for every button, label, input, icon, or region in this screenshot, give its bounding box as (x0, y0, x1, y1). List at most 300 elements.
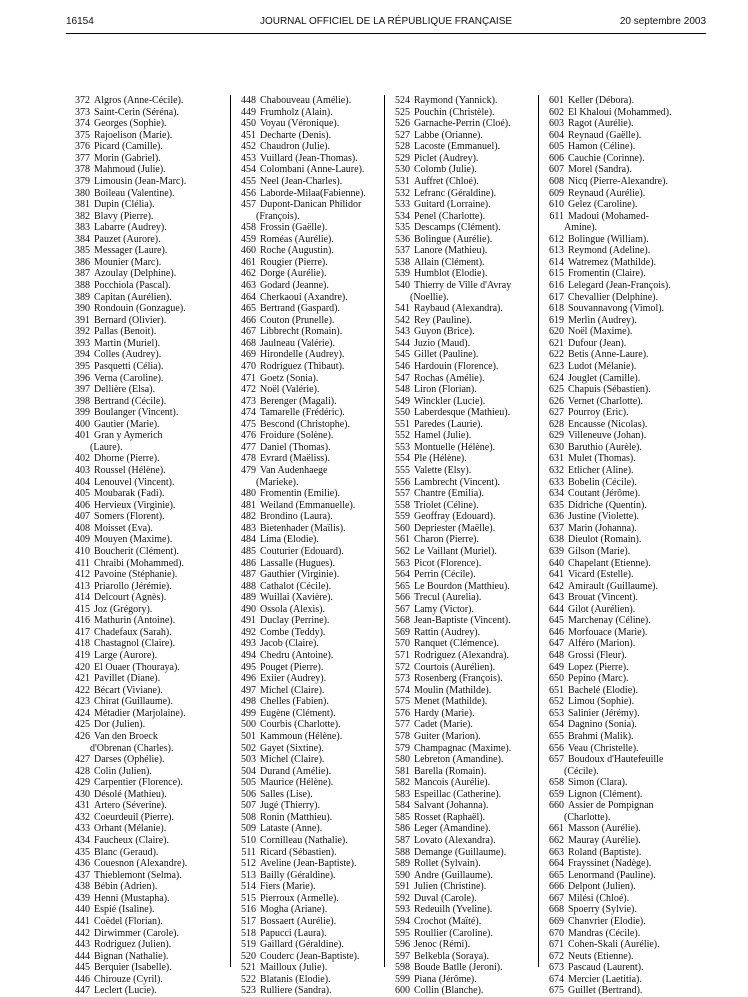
list-item-continuation (392, 292, 542, 304)
entry-number: 580 (395, 754, 410, 766)
list-item (72, 881, 222, 893)
entry-name: El Ouaer (Thouraya). (94, 661, 180, 673)
entry-number: 502 (241, 742, 256, 754)
entry-name: Noël (Maxime). (568, 326, 633, 338)
entry-number: 642 (549, 580, 564, 592)
list-item (392, 211, 542, 223)
entry-number: 372 (75, 95, 90, 106)
list-item (72, 835, 222, 847)
entry-name: (Charlotte). (564, 811, 611, 823)
entry-number: 608 (549, 175, 564, 187)
entry-name: Gauthier (Virginie). (260, 569, 340, 581)
list-item (392, 939, 542, 951)
list-item (546, 338, 696, 350)
list-item (72, 176, 222, 188)
entry-number: 648 (549, 650, 564, 661)
list-item (392, 685, 542, 697)
entry-number: 548 (395, 384, 410, 396)
entry-name: Libbrecht (Romain). (260, 326, 343, 338)
entry-number: 414 (75, 592, 90, 604)
entry-number: 386 (75, 256, 90, 268)
list-item (238, 199, 388, 211)
entry-name: Michel (Claire). (260, 754, 325, 766)
entry-name: Brondino (Laura). (260, 511, 333, 523)
entry-name: Jenoc (Rémi). (414, 939, 471, 951)
entry-number: 559 (395, 511, 410, 523)
entry-number: 418 (75, 638, 90, 650)
entry-name: Salles (Lise). (260, 788, 313, 800)
list-item (238, 662, 388, 674)
entry-name: Bertrand (Cécile). (94, 395, 167, 407)
entry-name: Salvant (Johanna). (414, 800, 489, 812)
list-item (392, 407, 542, 419)
entry-number: 545 (395, 349, 410, 361)
list-item (72, 893, 222, 905)
list-item (546, 153, 696, 165)
entry-number: 637 (549, 522, 564, 534)
entry-number: 587 (395, 835, 410, 846)
entry-name: Brouat (Vincent). (568, 592, 638, 604)
entry-name: Voyau (Véronique). (260, 118, 340, 130)
list-item (72, 523, 222, 535)
entry-number: 562 (395, 545, 410, 557)
entry-name: Van den Broeck (94, 730, 158, 742)
entry-name: (Noellie). (410, 291, 449, 303)
entry-number: 563 (395, 557, 410, 569)
entry-name: Gaillard (Géraldine). (260, 939, 344, 951)
entry-number: 560 (395, 522, 410, 534)
entry-number (546, 812, 564, 824)
list-item (546, 731, 696, 743)
entry-name: Papucci (Laura). (260, 927, 327, 939)
entry-name: Roche (Augustin). (260, 245, 334, 257)
entry-number: 415 (75, 603, 90, 615)
entry-name: Didriche (Quentin). (568, 499, 647, 511)
entry-number: 410 (75, 545, 90, 557)
entry-name: Dupin (Clélia). (94, 199, 155, 211)
column-divider (538, 95, 539, 967)
entry-number: 394 (75, 349, 90, 361)
list-item (392, 696, 542, 708)
entry-number: 653 (549, 707, 564, 719)
entry-name: Chadefaux (Sarah). (94, 626, 172, 638)
list-item (392, 488, 542, 500)
column-divider (230, 95, 231, 967)
entry-number: 434 (75, 835, 90, 846)
entry-name: Bécart (Viviane). (94, 684, 163, 696)
entry-number: 657 (549, 754, 564, 766)
list-item (392, 604, 542, 616)
entry-number: 447 (75, 985, 90, 997)
entry-name: Raymond (Yannick). (414, 95, 498, 106)
entry-number: 667 (549, 892, 564, 904)
entry-number: 381 (75, 199, 90, 211)
entry-name: Somers (Florent). (94, 511, 165, 523)
entry-name: Brahmi (Malik). (568, 730, 634, 742)
entry-name: Perrin (Cécile). (414, 569, 476, 581)
entry-name: Julien (Christine). (414, 881, 487, 893)
entry-name: Betis (Anne-Laure). (568, 349, 649, 361)
entry-name: Roméas (Aurélie). (260, 233, 334, 245)
entry-name: Mailloux (Julie). (260, 962, 328, 974)
entry-name: Pouget (Pierre). (260, 661, 324, 673)
entry-name: Pourroy (Eric). (568, 407, 629, 419)
page-header (66, 16, 706, 30)
entry-name: Berenger (Magali). (260, 395, 337, 407)
entry-name: Morin (Gabriel). (94, 152, 161, 164)
entry-number: 513 (241, 869, 256, 881)
list-item (72, 974, 222, 986)
entry-number: 625 (549, 384, 564, 396)
entry-name: Dagnino (Sonia). (568, 719, 637, 731)
list-item (72, 754, 222, 766)
entry-name: Rougier (Pierre). (260, 256, 328, 268)
entry-name: Paredes (Laurie). (414, 418, 483, 430)
list-item (72, 534, 222, 546)
list-item (546, 789, 696, 801)
entry-name: Jacob (Claire). (260, 638, 319, 650)
list-item (238, 928, 388, 940)
list-item (238, 893, 388, 905)
entry-number: 457 (241, 199, 256, 211)
entry-number: 379 (75, 175, 90, 187)
entry-name: Fromentin (Claire). (568, 268, 646, 280)
list-item (546, 638, 696, 650)
list-item (238, 511, 388, 523)
entry-number (392, 292, 410, 304)
entry-number: 433 (75, 823, 90, 835)
entry-name: Madoui (Mohamed- (568, 210, 649, 222)
list-item (238, 870, 388, 882)
entry-name: Garnache-Perrin (Cloé). (414, 118, 511, 130)
entry-number: 466 (241, 314, 256, 326)
list-item (546, 662, 696, 674)
list-item (238, 384, 388, 396)
entry-number: 600 (395, 985, 410, 997)
entry-name: Descamps (Clément). (414, 222, 501, 234)
column-1 (72, 95, 222, 997)
entry-number: 492 (241, 626, 256, 638)
list-item (238, 962, 388, 974)
entry-name: Reynaud (Aurélie). (568, 187, 646, 199)
entry-name: Jugé (Thierry). (260, 800, 320, 812)
list-item (238, 118, 388, 130)
entry-number (72, 743, 90, 755)
entry-number: 451 (241, 129, 256, 141)
list-item (546, 396, 696, 408)
entry-name: Colomb (Julie). (414, 164, 477, 176)
entry-number: 578 (395, 730, 410, 742)
entry-number: 476 (241, 430, 256, 442)
header-rule (66, 33, 706, 34)
list-item (238, 638, 388, 650)
entry-number: 643 (549, 592, 564, 604)
entry-name: (Laure). (90, 441, 123, 453)
entry-number: 388 (75, 280, 90, 291)
entry-number: 565 (395, 580, 410, 592)
list-item (72, 696, 222, 708)
entry-name: Charon (Pierre). (414, 534, 479, 546)
list-item (546, 928, 696, 940)
entry-name: Jaulneau (Valérie). (260, 337, 335, 349)
list-item (238, 558, 388, 570)
list-item (72, 361, 222, 373)
list-item (546, 430, 696, 442)
list-item (392, 373, 542, 385)
list-item (546, 800, 696, 812)
entry-name: Dirwimmer (Carole). (94, 927, 179, 939)
entry-number: 389 (75, 291, 90, 303)
list-item (546, 523, 696, 535)
entry-name: Pavillet (Diane). (94, 673, 161, 685)
entry-number: 531 (395, 175, 410, 187)
entry-number: 533 (395, 199, 410, 211)
list-item (392, 303, 542, 315)
entry-number: 652 (549, 696, 564, 708)
list-item (392, 500, 542, 512)
list-item (72, 384, 222, 396)
entry-number: 595 (395, 927, 410, 939)
entry-number: 500 (241, 719, 256, 731)
list-item (72, 107, 222, 119)
entry-name: Vicard (Estelle). (568, 569, 634, 581)
list-item (392, 130, 542, 142)
entry-name: Ragot (Aurélie). (568, 118, 634, 130)
entry-number: 488 (241, 580, 256, 592)
list-item (238, 766, 388, 778)
list-item (546, 696, 696, 708)
entry-name: Nicq (Pierre-Alexandre). (568, 175, 668, 187)
entry-name: Valette (Elsy). (414, 465, 472, 476)
entry-number: 668 (549, 904, 564, 916)
entry-number: 588 (395, 846, 410, 858)
entry-name: Ludot (Mélanie). (568, 360, 637, 372)
list-item (238, 407, 388, 419)
entry-name: Raybaud (Alexandra). (414, 303, 503, 315)
list-item (238, 719, 388, 731)
list-item (72, 546, 222, 558)
entry-number: 606 (549, 152, 564, 164)
list-item (72, 558, 222, 570)
entry-name: Pocchiola (Pascal). (94, 280, 171, 291)
entry-number: 623 (549, 360, 564, 372)
list-item (72, 280, 222, 292)
entry-name: Neel (Jean-Charles). (260, 175, 343, 187)
list-item (546, 280, 696, 292)
list-item (238, 754, 388, 766)
entry-name: Hamel (Julie). (414, 430, 472, 442)
list-item (72, 916, 222, 928)
entry-number: 419 (75, 650, 90, 661)
entry-name: Blavy (Pierre). (94, 210, 154, 222)
entry-number: 487 (241, 569, 256, 581)
entry-number: 550 (395, 407, 410, 419)
list-item (392, 731, 542, 743)
entry-number: 440 (75, 904, 90, 916)
entry-name: Picot (Florence). (414, 557, 482, 569)
entry-number: 403 (75, 465, 90, 476)
entry-name: Lenouvel (Vincent). (94, 476, 175, 488)
entry-number: 402 (75, 453, 90, 465)
list-item (72, 951, 222, 963)
list-item (72, 141, 222, 153)
entry-number: 634 (549, 488, 564, 500)
entry-number: 661 (549, 823, 564, 835)
entry-name: Chirat (Guillaume). (94, 696, 173, 708)
list-item (546, 534, 696, 546)
entry-number: 556 (395, 476, 410, 488)
entry-name: Dor (Julien). (94, 719, 146, 731)
list-item (392, 164, 542, 176)
entry-name: Couturier (Edouard). (260, 545, 344, 557)
entry-number: 424 (75, 707, 90, 719)
list-item (392, 349, 542, 361)
entry-name: Picard (Camille). (94, 141, 163, 153)
list-item (392, 326, 542, 338)
entry-name: Rodriguez (Thibaut). (260, 360, 345, 372)
list-item (546, 419, 696, 431)
entry-number: 509 (241, 823, 256, 835)
entry-number: 382 (75, 210, 90, 222)
entry-number: 583 (395, 788, 410, 800)
entry-name: Rollet (Sylvain). (414, 858, 481, 870)
entry-number: 544 (395, 337, 410, 349)
entry-name: Bertrand (Gaspard). (260, 303, 340, 315)
entry-name: Azoulay (Delphine). (94, 268, 177, 280)
entry-number: 669 (549, 915, 564, 927)
entry-number: 555 (395, 465, 410, 476)
entry-number: 526 (395, 118, 410, 130)
list-item (72, 719, 222, 731)
entry-name: Chantre (Emilia). (414, 488, 484, 500)
entry-name: Boude Batlle (Jeroni). (414, 962, 503, 974)
entry-name: Dhorne (Pierre). (94, 453, 160, 465)
entry-name: Georges (Sophie). (94, 118, 167, 130)
entry-number: 496 (241, 673, 256, 685)
entry-name: Chelles (Fabien). (260, 696, 329, 708)
list-item (546, 823, 696, 835)
list-item (72, 592, 222, 604)
list-item (546, 719, 696, 731)
list-item (238, 731, 388, 743)
list-item (546, 384, 696, 396)
entry-name: Aveline (Jean-Baptiste). (260, 858, 357, 870)
entry-name: Amirault (Guillaume). (568, 580, 658, 592)
entry-number: 671 (549, 939, 564, 951)
list-item (546, 685, 696, 697)
list-item (392, 315, 542, 327)
entry-name: Depriester (Maëlle). (414, 522, 496, 534)
list-item (238, 592, 388, 604)
entry-name: Courbis (Charlotte). (260, 719, 341, 731)
entry-name: Goetz (Sonia). (260, 372, 319, 384)
list-item (546, 188, 696, 200)
list-item (72, 870, 222, 882)
list-item (72, 453, 222, 465)
entry-number: 604 (549, 129, 564, 141)
entry-name: Rosset (Raphaël). (414, 811, 486, 823)
list-item (546, 743, 696, 755)
entry-number: 486 (241, 557, 256, 569)
entry-name: (Marieke). (256, 476, 299, 488)
list-item (392, 361, 542, 373)
entry-number: 611 (549, 210, 564, 222)
entry-name: Dufour (Jean). (568, 337, 627, 349)
entry-name: Humblot (Elodie). (414, 268, 488, 280)
entry-name: Labarre (Audrey). (94, 222, 167, 234)
entry-name: Lopez (Pierre). (568, 661, 629, 673)
entry-number: 461 (241, 256, 256, 268)
entry-name: Rondouin (Gonzague). (94, 303, 186, 315)
entry-name: Chastagnol (Claire). (94, 638, 176, 650)
entry-number: 380 (75, 187, 90, 199)
entry-name: Pierroux (Armelle). (260, 892, 339, 904)
entry-name: Mathurin (Antoine). (94, 615, 176, 627)
entry-name: Morel (Sandra). (568, 164, 632, 176)
entry-name: Mogha (Ariane). (260, 904, 328, 916)
list-item (392, 719, 542, 731)
entry-number: 374 (75, 118, 90, 130)
entry-name: Limou (Sophie). (568, 696, 635, 708)
entry-name: Bachelé (Elodie). (568, 684, 638, 696)
entry-number: 517 (241, 915, 256, 927)
entry-number: 483 (241, 522, 256, 534)
list-item (72, 685, 222, 697)
entry-number: 462 (241, 268, 256, 280)
entry-number: 597 (395, 950, 410, 962)
list-item (392, 754, 542, 766)
list-item (238, 164, 388, 176)
entry-number: 383 (75, 222, 90, 234)
list-item (546, 974, 696, 986)
entry-name: Colin (Julien). (94, 765, 152, 777)
entry-number: 557 (395, 488, 410, 500)
entry-name: Espié (Isaline). (94, 904, 155, 916)
entry-name: Jouglet (Camille). (568, 372, 641, 384)
list-item (546, 234, 696, 246)
list-item (72, 349, 222, 361)
entry-name: Simon (Clara). (568, 777, 628, 789)
entry-number: 523 (241, 985, 256, 997)
entry-name: Bernard (Olivier). (94, 314, 167, 326)
list-item (392, 904, 542, 916)
entry-number: 589 (395, 858, 410, 870)
entry-name: Lambrecht (Vincent). (414, 476, 501, 488)
list-item (546, 303, 696, 315)
entry-name: Chabouveau (Amélie). (260, 95, 352, 106)
list-item (392, 199, 542, 211)
entry-name: Pasquetti (Célia). (94, 360, 164, 372)
entry-number: 603 (549, 118, 564, 130)
entry-name: Lenormand (Pauline). (568, 869, 656, 881)
entry-name: Ricard (Sébastien). (260, 846, 337, 858)
entry-number: 627 (549, 407, 564, 419)
entry-number: 469 (241, 349, 256, 361)
entry-number: 581 (395, 765, 410, 777)
entry-name: Coutant (Jérôme). (568, 488, 641, 500)
entry-number: 524 (395, 95, 410, 106)
list-item (238, 627, 388, 639)
list-item (392, 280, 542, 292)
entry-name: Duclay (Perrine). (260, 615, 330, 627)
list-item (72, 662, 222, 674)
entry-number: 674 (549, 973, 564, 985)
entry-name: Frossin (Gaëlle). (260, 222, 328, 234)
entry-number: 420 (75, 661, 90, 673)
entry-number: 553 (395, 441, 410, 453)
entry-number: 458 (241, 222, 256, 234)
entry-name: Lovato (Alexandra). (414, 835, 496, 846)
